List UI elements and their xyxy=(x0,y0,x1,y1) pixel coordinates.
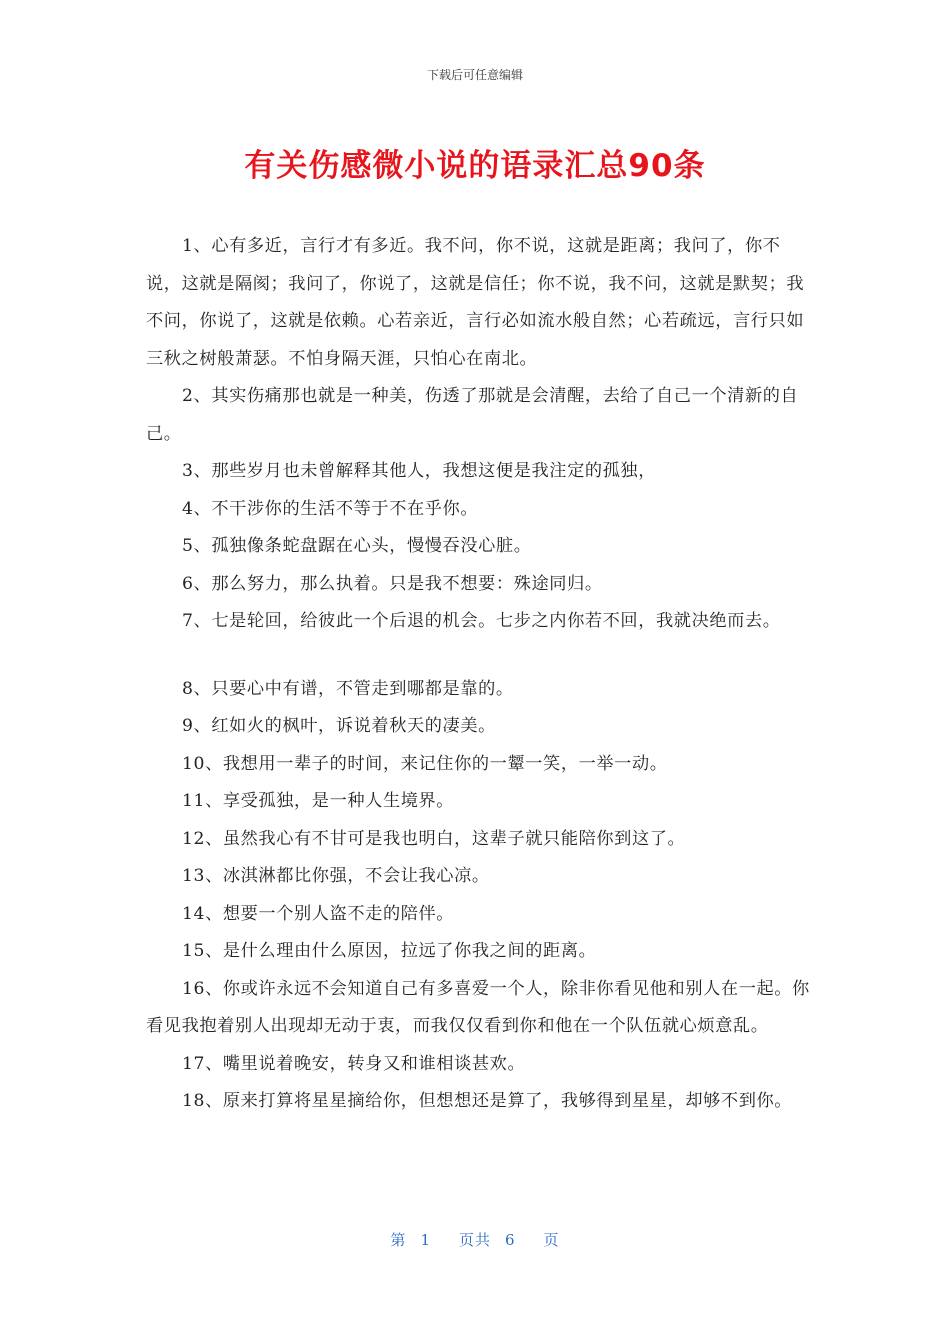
paragraph-8: 8、只要心中有谱，不管走到哪都是靠的。 xyxy=(182,678,514,699)
paragraph-12: 12、虽然我心有不甘可是我也明白，这辈子就只能陪你到这了。 xyxy=(182,828,686,849)
footer-mid: 页共 xyxy=(458,1231,491,1249)
paragraph-16: 16、你或许永远不会知道自己有多喜爱一个人，除非你看见他和别人在一起。你看见我抱着别人出现却无动于衷，而我仅仅看到你和他在一个队伍就心烦意乱。 xyxy=(146,978,810,1036)
paragraph-2: 2、其实伤痛那也就是一种美，伤透了那就是会清醒，去给了自己一个清新的自己。 xyxy=(146,386,799,444)
paragraph-gap xyxy=(146,641,810,671)
footer-suffix: 页 xyxy=(543,1231,560,1249)
footer-current-page: 1 xyxy=(420,1231,431,1249)
document-body xyxy=(146,228,810,1121)
paragraph-18: 18、原来打算将星星摘给你，但想想还是算了，我够得到星星，却够不到你。 xyxy=(182,1091,793,1111)
paragraph-17: 17、嘴里说着晚安，转身又和谁相谈甚欢。 xyxy=(182,1053,526,1074)
paragraph-5: 5、孤独像条蛇盘踞在心头，慢慢吞没心脏。 xyxy=(182,536,532,556)
paragraph-1: 1、心有多近，言行才有多近。我不问，你不说，这就是距离；我问了，你不说，这就是隔阂；我问了，你说了，这就是信任；你不说，我不问，这就是默契；我不问，你说了，这就是依赖。心若亲近，言行必如流水般自然；心若疏远，言行只如三秋之树般萧瑟。不怕身隔天涯，只怕心在南北。 xyxy=(146,236,805,369)
paragraph-11: 11、享受孤独，是一种人生境界。 xyxy=(182,791,455,811)
paragraph-4: 4、不干涉你的生活不等于不在乎你。 xyxy=(182,498,479,519)
paragraph-10: 10、我想用一辈子的时间，来记住你的一颦一笑，一举一动。 xyxy=(182,753,668,774)
document-title: 有关伤感微小说的语录汇总90条 xyxy=(244,148,706,184)
footer-prefix: 第 xyxy=(390,1231,407,1249)
footer-total-pages: 6 xyxy=(505,1231,516,1249)
paragraph-7: 7、七是轮回，给彼此一个后退的机会。七步之内你若不回，我就决绝而去。 xyxy=(182,611,781,631)
header-note: 下载后可任意编辑 xyxy=(426,68,523,82)
paragraph-13: 13、冰淇淋都比你强，不会让我心凉。 xyxy=(182,866,490,886)
paragraph-9: 9、红如火的枫叶，诉说着秋天的凄美。 xyxy=(182,716,496,736)
paragraph-15: 15、是什么理由什么原因，拉远了你我之间的距离。 xyxy=(182,941,597,961)
paragraph-3: 3、那些岁月也未曾解释其他人，我想这便是我注定的孤独， xyxy=(182,461,657,481)
paragraph-14: 14、想要一个别人盗不走的陪伴。 xyxy=(182,903,455,924)
page-footer xyxy=(0,1229,950,1250)
paragraph-6: 6、那么努力，那么执着。只是我不想要：殊途同归。 xyxy=(182,573,603,594)
